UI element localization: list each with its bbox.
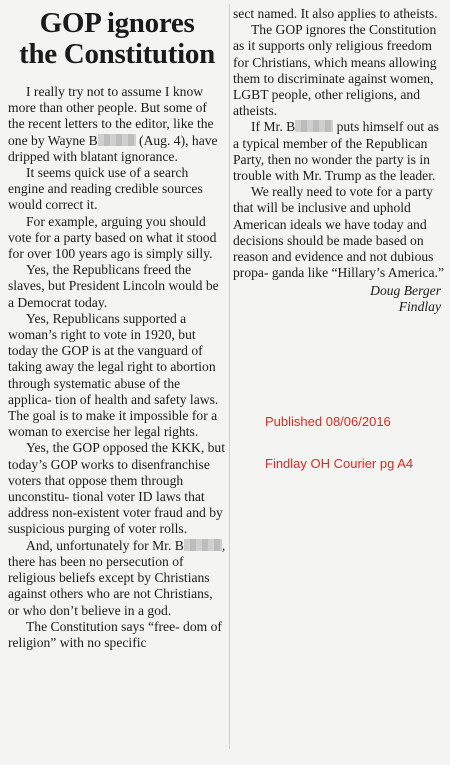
- text-run: And, unfortunately for Mr. B: [26, 537, 184, 553]
- text-run: (Aug. 4), have dripped with blatant ignorance.: [8, 132, 218, 164]
- signature-block: [233, 283, 445, 315]
- paragraph: For example, arguing you should vote for a party based on what it stood for over 100 years ago is simply silly.: [8, 213, 217, 262]
- headline-line-1: GOP ignores: [39, 7, 195, 39]
- paragraph: [8, 84, 226, 165]
- paragraph: Yes, Republicans supported a woman’s right to vote in 1920, but today the GOP is at the vanguard of taking away the legal right to abortion through systematic abuse of the applica- tion of health and safety laws. The goal is to make it impossible for a woman to exercise her legal rights.: [8, 310, 219, 440]
- letter-body-right: [233, 6, 445, 281]
- paragraph: Yes, the Republicans freed the slaves, but President Lincoln would be a Democrat today.: [8, 262, 219, 310]
- redacted-name: [184, 539, 222, 551]
- author-city: Findlay: [398, 299, 441, 315]
- headline: [8, 8, 226, 70]
- column-divider: [229, 4, 230, 749]
- letter-body-left: [8, 84, 226, 651]
- text-run: I really try not to assume I know more than other people. But some of the recent letters to the editor, like the one by Wayne B: [8, 84, 214, 148]
- left-column: [8, 6, 226, 651]
- paragraph: The Constitution says “free- dom of religion” with no specific: [8, 618, 222, 650]
- paragraph: We really need to vote for a party that will be inclusive and uphold American ideals we have today and decisions should be made based on reason and evidence and not dubious propa- ganda like “Hillary’s America.”: [233, 184, 444, 281]
- redacted-name: [98, 134, 136, 146]
- text-run: , there has been no persecution of religious beliefs except by Christians against others who are not Christians, or who don’t believe in a god.: [8, 537, 226, 618]
- paragraph: [233, 119, 445, 184]
- right-column: [233, 6, 445, 315]
- paragraph: The GOP ignores the Constitution as it supports only religious freedom for Christians, which means allowing them to discriminate against women, LGBT people, other religions, and atheists.: [233, 22, 437, 119]
- redacted-name: [295, 120, 333, 132]
- author-name: Doug Berger: [370, 283, 441, 299]
- text-run: If Mr. B: [251, 119, 296, 135]
- paragraph: Yes, the GOP opposed the KKK, but today’s GOP works to disenfranchise voters that oppose them through unconstitu- tional voter ID laws that address non-existent voter fraud and by suspicious purging of voter rolls.: [8, 440, 226, 537]
- paragraph: [8, 538, 226, 619]
- paragraph: It seems quick use of a search engine and reading credible sources would correct it.: [8, 165, 203, 213]
- text-run: puts himself out as a typical member of the Republican Party, then no wonder the party is in trouble with Mr. Trump as the leader.: [233, 119, 439, 184]
- source-note: Findlay OH Courier pg A4: [265, 456, 414, 471]
- paragraph: sect named. It also applies to atheists.: [233, 6, 438, 21]
- published-date-note: Published 08/06/2016: [265, 414, 391, 429]
- headline-line-2: the Constitution: [19, 38, 215, 70]
